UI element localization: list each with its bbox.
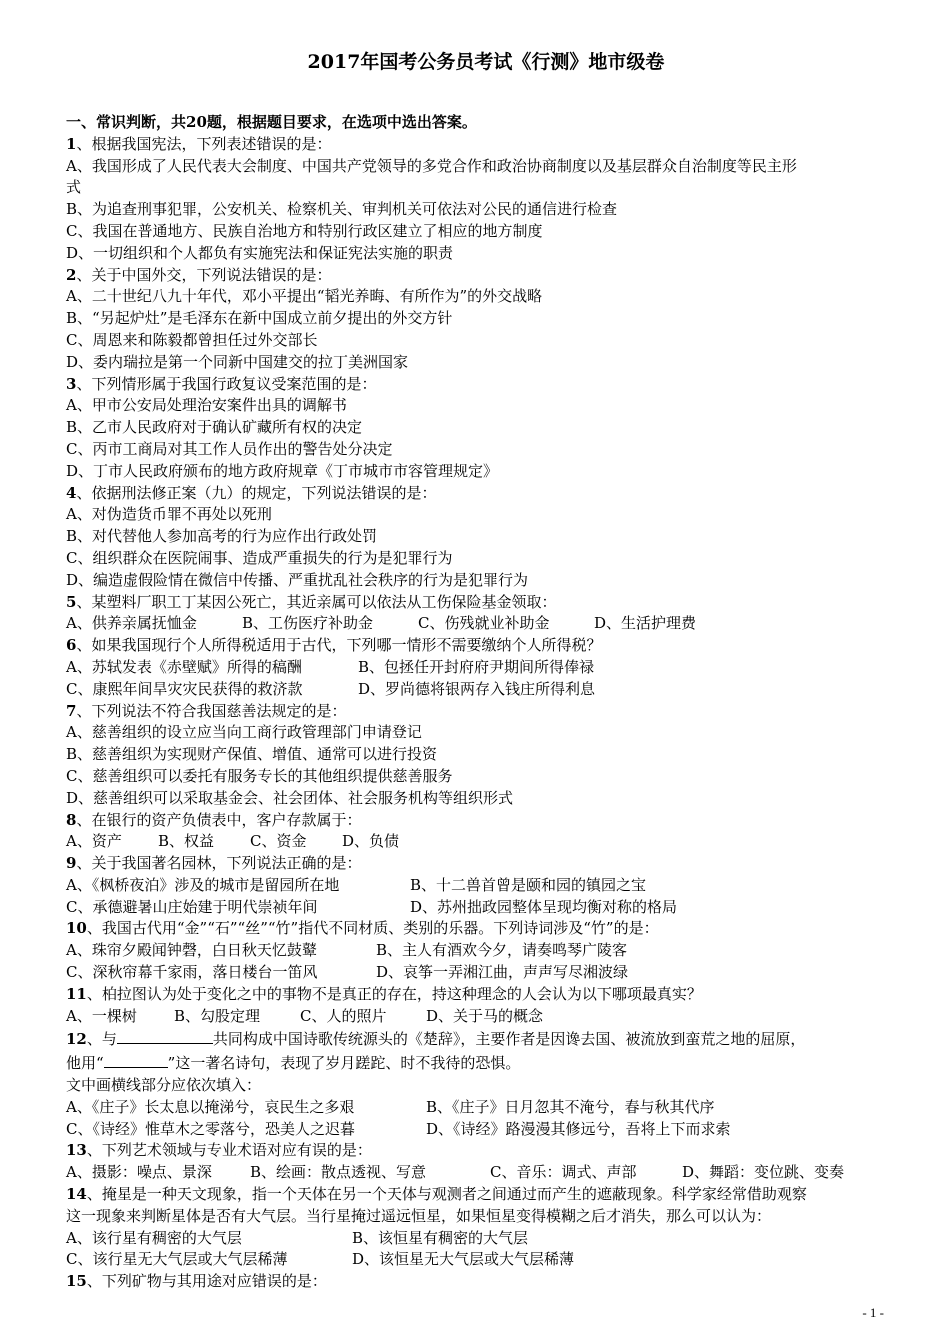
option-b: B、慈善组织为实现财产保值、增值、通常可以进行投资 bbox=[66, 745, 438, 764]
fill-blank-2 bbox=[104, 1051, 168, 1068]
question-text: 、柏拉图认为处于变化之中的事物不是真正的存在，持这种理念的人会认为以下哪项最真实？ bbox=[86, 984, 702, 1003]
options-row bbox=[66, 1228, 896, 1250]
options-row bbox=[66, 679, 896, 701]
question-3 bbox=[66, 374, 896, 396]
question-number: 5 bbox=[66, 592, 77, 611]
option-c: C、承德避暑山庄始建于明代崇祯年间 bbox=[66, 897, 318, 916]
question-text: 、我国古代用“金”“石”“丝”“竹”指代不同材质、类别的乐器。下列诗词涉及“竹”的是： bbox=[86, 919, 659, 938]
question-number: 8 bbox=[66, 810, 77, 829]
question-prompt: 文中画横线部分应依次填入： bbox=[66, 1076, 262, 1095]
option-a: A、该行星有稠密的大气层 bbox=[66, 1228, 242, 1247]
document-page bbox=[66, 50, 896, 1293]
option-d: D、生活护理费 bbox=[594, 614, 697, 633]
options-row bbox=[66, 657, 896, 679]
option-a: A、甲市公安局处理治安案件出具的调解书 bbox=[66, 396, 347, 415]
option-a: A、一棵树 bbox=[66, 1006, 137, 1025]
option-a: A、资产 bbox=[66, 832, 122, 851]
option-d: D、负债 bbox=[342, 832, 400, 851]
question-2 bbox=[66, 265, 896, 287]
question-text-start: 、与 bbox=[86, 1030, 117, 1049]
option-b: B、绘画：散点透视、写意 bbox=[250, 1163, 427, 1182]
question-text: 、下列说法不符合我国慈善法规定的是： bbox=[76, 701, 347, 720]
question-text: 、某塑料厂职工丁某因公死亡，其近亲属可以依法从工伤保险基金领取： bbox=[76, 592, 557, 611]
option-a: A、我国形成了人民代表大会制度、中国共产党领导的多党合作和政治协商制度以及基层群众自治制度等民主形 bbox=[66, 156, 797, 175]
option-a-continued: 式 bbox=[66, 178, 82, 197]
options-row bbox=[66, 1162, 896, 1184]
question-5 bbox=[66, 592, 896, 614]
option-d: D、关于马的概念 bbox=[426, 1006, 544, 1025]
options-row bbox=[66, 940, 896, 962]
option-b: B、乙市人民政府对于确认矿藏所有权的决定 bbox=[66, 418, 363, 437]
options-row bbox=[66, 875, 896, 897]
option-b: B、对代替他人参加高考的行为应作出行政处罚 bbox=[66, 527, 378, 546]
question-14 bbox=[66, 1184, 896, 1206]
option-c: C、我国在普通地方、民族自治地方和特别行政区建立了相应的地方制度 bbox=[66, 221, 543, 240]
question-text: 、下列矿物与其用途对应错误的是： bbox=[86, 1272, 327, 1291]
question-number: 1 bbox=[66, 134, 77, 153]
question-11 bbox=[66, 984, 896, 1006]
question-number: 7 bbox=[66, 701, 77, 720]
options-row bbox=[66, 1097, 896, 1119]
option-c: C、资金 bbox=[250, 832, 307, 851]
question-text: 、关于我国著名园林，下列说法正确的是： bbox=[76, 854, 362, 873]
option-a: A、慈善组织的设立应当向工商行政管理部门申请登记 bbox=[66, 723, 422, 742]
question-text-continued: 这一现象来判断星体是否有大气层。当行星掩过遥远恒星，如果恒星变得模糊之后才消失，那么可以认为： bbox=[66, 1206, 772, 1225]
option-d: D、《诗经》路漫漫其修远兮，吾将上下而求索 bbox=[426, 1119, 731, 1138]
option-d: D、委内瑞拉是第一个同新中国建交的拉丁美洲国家 bbox=[66, 352, 409, 371]
question-text-end: 共同构成中国诗歌传统源头的《楚辞》，主要作者是因谗去国、被流放到蛮荒之地的屈原， bbox=[212, 1030, 806, 1049]
option-d: D、丁市人民政府颁布的地方政府规章《丁市城市市容管理规定》 bbox=[66, 461, 499, 480]
options-row bbox=[66, 831, 896, 853]
option-c: C、丙市工商局对其工作人员作出的警告处分决定 bbox=[66, 439, 393, 458]
option-d: D、一切组织和个人都负有实施宪法和保证宪法实施的职责 bbox=[66, 243, 454, 262]
question-15 bbox=[66, 1271, 896, 1293]
option-a: A、二十世纪八九十年代，邓小平提出“韬光养晦、有所作为”的外交战略 bbox=[66, 287, 543, 306]
option-b: B、主人有酒欢今夕，请奏鸣琴广陵客 bbox=[376, 941, 628, 960]
question-number: 15 bbox=[66, 1272, 87, 1291]
question-1 bbox=[66, 134, 896, 156]
question-text: 、掩星是一种天文现象，指一个天体在另一个天体与观测者之间通过而产生的遮蔽现象。科学家经常借助观察 bbox=[86, 1185, 807, 1204]
options-row bbox=[66, 1249, 896, 1271]
option-d: D、该恒星无大气层或大气层稀薄 bbox=[352, 1250, 575, 1269]
fill-blank-1 bbox=[117, 1027, 213, 1044]
option-c: C、慈善组织可以委托有服务专长的其他组织提供慈善服务 bbox=[66, 766, 453, 785]
question-number: 2 bbox=[66, 265, 77, 284]
question-9 bbox=[66, 853, 896, 875]
option-b: B、“另起炉灶”是毛泽东在新中国成立前夕提出的外交方针 bbox=[66, 309, 453, 328]
question-text: 、依据刑法修正案（九）的规定，下列说法错误的是： bbox=[76, 483, 437, 502]
option-c: C、周恩来和陈毅都曾担任过外交部长 bbox=[66, 330, 318, 349]
question-number: 4 bbox=[66, 483, 77, 502]
option-a: A、供养亲属抚恤金 bbox=[66, 614, 197, 633]
question-12 bbox=[66, 1027, 896, 1051]
option-d: D、哀筝一弄湘江曲，声声写尽湘波绿 bbox=[376, 963, 629, 982]
question-7 bbox=[66, 701, 896, 723]
option-c: C、伤残就业补助金 bbox=[418, 614, 550, 633]
section-heading: 一、常识判断，共20题，根据题目要求，在选项中选出答案。 bbox=[66, 113, 477, 131]
options-row bbox=[66, 1006, 896, 1028]
option-c: C、深秋帘幕千家雨，落日楼台一笛风 bbox=[66, 963, 318, 982]
options-row bbox=[66, 1119, 896, 1141]
question-text: 、下列艺术领域与专业术语对应有误的是： bbox=[86, 1141, 372, 1160]
question-4 bbox=[66, 483, 896, 505]
options-row bbox=[66, 962, 896, 984]
option-a: A、《枫桥夜泊》涉及的城市是留园所在地 bbox=[66, 875, 340, 894]
option-b: B、工伤医疗补助金 bbox=[242, 614, 374, 633]
option-c: C、该行星无大气层或大气层稀薄 bbox=[66, 1250, 288, 1269]
option-a: A、珠帘夕殿闻钟磬，白日秋天忆鼓鼙 bbox=[66, 941, 317, 960]
option-a: A、摄影：噪点、景深 bbox=[66, 1163, 212, 1182]
option-c: C、人的照片 bbox=[300, 1006, 387, 1025]
question-number: 3 bbox=[66, 374, 77, 393]
options-row bbox=[66, 897, 896, 919]
option-a: A、《庄子》长太息以掩涕兮，哀民生之多艰 bbox=[66, 1097, 355, 1116]
option-c: C、康熙年间旱灾灾民获得的救济款 bbox=[66, 679, 303, 698]
option-b: B、为追查刑事犯罪，公安机关、检察机关、审判机关可依法对公民的通信进行检查 bbox=[66, 200, 618, 219]
question-13 bbox=[66, 1140, 896, 1162]
question-text-continued: 他用“ ”这一著名诗句，表现了岁月蹉跎、时不我待的恐惧。 bbox=[66, 1051, 896, 1075]
question-text: 、下列情形属于我国行政复议受案范围的是： bbox=[76, 374, 377, 393]
option-a: A、对伪造货币罪不再处以死刑 bbox=[66, 505, 272, 524]
page-number: - 1 - bbox=[862, 1305, 884, 1320]
question-number: 11 bbox=[66, 984, 87, 1003]
question-10 bbox=[66, 918, 896, 940]
option-c: C、组织群众在医院闹事、造成严重损失的行为是犯罪行为 bbox=[66, 548, 453, 567]
option-b: B、该恒星有稠密的大气层 bbox=[352, 1228, 529, 1247]
question-text: 、在银行的资产负债表中，客户存款属于： bbox=[76, 810, 362, 829]
option-c: C、音乐：调式、声部 bbox=[490, 1163, 637, 1182]
question-number: 14 bbox=[66, 1185, 87, 1204]
option-d: D、慈善组织可以采取基金会、社会团体、社会服务机构等组织形式 bbox=[66, 788, 514, 807]
page-title: 2017年国考公务员考试《行测》地市级卷 bbox=[307, 51, 665, 73]
question-6 bbox=[66, 635, 896, 657]
option-b: B、权益 bbox=[158, 832, 215, 851]
question-text: 、根据我国宪法，下列表述错误的是： bbox=[76, 134, 332, 153]
question-number: 13 bbox=[66, 1141, 87, 1160]
question-number: 10 bbox=[66, 919, 87, 938]
option-d: D、舞蹈：变位跳、变奏 bbox=[682, 1163, 845, 1182]
question-8 bbox=[66, 810, 896, 832]
question-number: 9 bbox=[66, 854, 77, 873]
option-c: C、《诗经》惟草木之零落兮，恐美人之迟暮 bbox=[66, 1119, 355, 1138]
question-text: 、如果我国现行个人所得税适用于古代，下列哪一情形不需要缴纳个人所得税？ bbox=[76, 636, 602, 655]
option-b: B、勾股定理 bbox=[174, 1006, 261, 1025]
option-a: A、苏轼发表《赤壁赋》所得的稿酬 bbox=[66, 657, 302, 676]
question-number: 12 bbox=[66, 1030, 87, 1049]
option-b: B、《庄子》日月忽其不淹兮，春与秋其代序 bbox=[426, 1097, 715, 1116]
option-b: B、包拯任开封府府尹期间所得俸禄 bbox=[358, 657, 595, 676]
options-row bbox=[66, 613, 896, 635]
question-text: 、关于中国外交，下列说法错误的是： bbox=[76, 265, 332, 284]
option-d: D、苏州拙政园整体呈现均衡对称的格局 bbox=[410, 897, 678, 916]
option-d: D、罗尚德将银两存入钱庄所得利息 bbox=[358, 679, 596, 698]
option-b: B、十二兽首曾是颐和园的镇园之宝 bbox=[410, 875, 647, 894]
option-d: D、编造虚假险情在微信中传播、严重扰乱社会秩序的行为是犯罪行为 bbox=[66, 570, 529, 589]
question-number: 6 bbox=[66, 636, 77, 655]
